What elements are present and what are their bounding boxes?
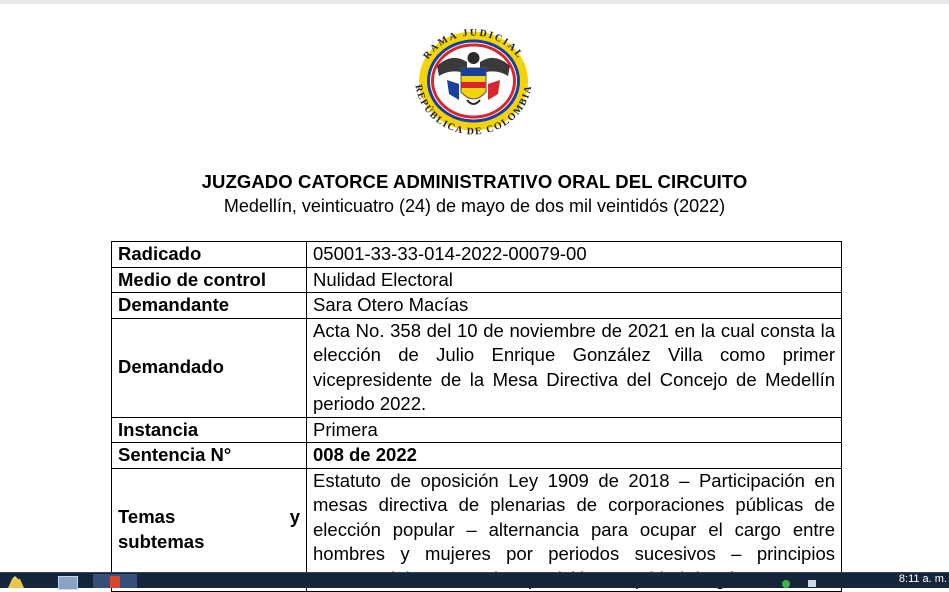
court-title: JUZGADO CATORCE ADMINISTRATIVO ORAL DEL CIRCUITO (201, 171, 748, 192)
case-info-table (111, 241, 842, 592)
subtemas-label-word: subtemas (118, 530, 205, 552)
system-tray-icon[interactable] (780, 578, 820, 588)
medio-label: Medio de control (112, 267, 307, 293)
table-row-demandado (112, 318, 842, 417)
taskbar (0, 572, 949, 588)
radicado-value: 05001-33-33-014-2022-00079-00 (307, 242, 842, 268)
seal-bottom-text: REPÚBLICA DE COLOMBIA (412, 83, 535, 138)
medio-value: Nulidad Electoral (307, 267, 842, 293)
temas-value: Estatuto de oposición Ley 1909 de 2018 – Participación en mesas directiva de plenarias de corporaciones públicas de elección popular – alternancia para ocupar el cargo entre hombres y mujeres por periodos sucesivos – principios (307, 468, 842, 592)
date-line: Medellín, veinticuatro (24) de mayo de dos mil veintidós (2022) (223, 196, 726, 216)
table-row-sentencia (112, 443, 842, 469)
demandante-label: Demandante (112, 293, 307, 319)
sentencia-label: Sentencia N° (112, 443, 307, 469)
pdf-app-icon[interactable] (93, 574, 137, 588)
demandado-value: Acta No. 358 del 10 de noviembre de 2021 en la cual consta la elección de Julio Enrique González Villa como primer vicepresidente de la Mesa Directiva del Concejo de Medellín periodo 2022. (307, 318, 842, 417)
instancia-label: Instancia (112, 417, 307, 443)
temas-label-y: y (289, 506, 300, 528)
seal-emblem-icon (397, 14, 550, 148)
taskbar-clock[interactable]: 8:11 a. m. (898, 573, 947, 585)
demandado-label: Demandado (112, 318, 307, 417)
table-row-radicado (112, 242, 842, 268)
radicado-label: Radicado (112, 242, 307, 268)
table-row-instancia (112, 417, 842, 443)
instancia-value: Primera (307, 417, 842, 443)
rama-judicial-seal (397, 14, 550, 148)
window-icon[interactable] (58, 576, 78, 590)
table-row-demandante (112, 293, 842, 319)
demandante-value: Sara Otero Macías (307, 293, 842, 319)
seal-top-text: RAMA JUDICIAL (421, 27, 526, 62)
temas-label-word: Temas (118, 506, 176, 528)
table-row-medio (112, 267, 842, 293)
folder-icon[interactable] (6, 575, 28, 588)
sentencia-value: 008 de 2022 (307, 443, 842, 469)
